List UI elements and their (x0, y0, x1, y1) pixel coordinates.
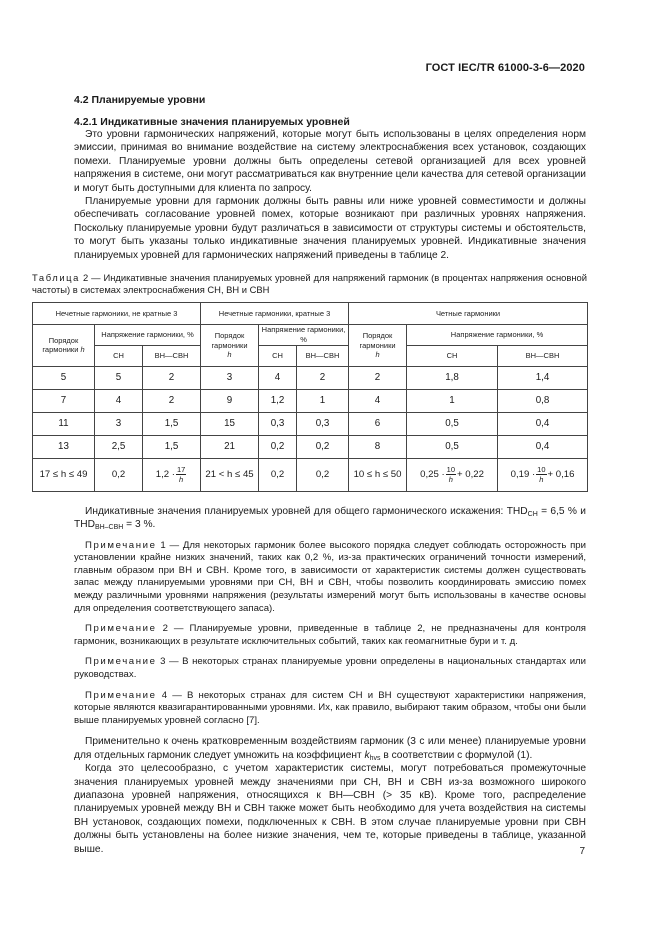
thd-sub-hv: ВН–СВН (94, 524, 124, 532)
col-hv: ВН—СВН (297, 345, 349, 366)
col-mv: СН (407, 345, 498, 366)
table-row (33, 435, 588, 458)
fraction-numerator: 10 (537, 465, 546, 475)
coef-k-sub: hvs (369, 754, 381, 762)
table-cell: 2 (143, 389, 201, 412)
table-cell: 4 (349, 389, 407, 412)
paragraph: Планируемые уровни для гармоник должны быть равны или ниже уровней совместимости и должны обеспечивать согласование уровней помех, которые возникают при различных уровнях напряжения. Поскольку планируемые уровни будут различаться в зависимости от структуры системы и обстоятельств, то могут быть указаны только индикативные значения планируемых уровней. Индикативные значения планируемых уровней для гармонических напряжений приведены в таблице 2. (74, 196, 586, 261)
col-hv: ВН—СВН (498, 345, 588, 366)
formula-offset: + 0,22 (457, 469, 484, 481)
note-2 (74, 623, 586, 648)
table-row (33, 412, 588, 435)
table-cell: 11 (33, 412, 95, 435)
note-label: Примечание (85, 539, 157, 551)
table-cell: 7 (33, 389, 95, 412)
formula-cell (498, 458, 588, 491)
fraction-numerator: 10 (446, 465, 455, 475)
table-cell: 0,2 (297, 435, 349, 458)
col-hv: ВН—СВН (143, 345, 201, 366)
order-var: h (80, 345, 85, 355)
coef-k: k (364, 749, 370, 761)
order-header (33, 324, 95, 366)
table-cell: 3 (201, 366, 259, 389)
table-cell: 0,2 (259, 458, 297, 491)
group-header-even: Четные гармоники (349, 302, 588, 324)
closing-paragraph-2: Когда это целесообразно, с учетом характеристик системы, могут потребоваться промежуточные значения планируемых уровней между значениями при СН, ВН и СВН из-за возможного широкого диапазона уровней напряжения, относящихся к ВН—СВН (> 35 кВ). Кроме того, распределение планируемых уровней между ВН и СВН также может быть необходимо для учета воздействия на системы ВН установок, создающих помехи, подключенных к СВН. В этом случае планируемые уровни при СВН должны быть установлены на более низкие значения, чем те, которые приведены в таблице, указанной выше. (74, 763, 586, 855)
fraction (176, 465, 186, 484)
formula-cell (407, 458, 498, 491)
table-cell: 1,2 (259, 389, 297, 412)
fraction-denominator: h (179, 475, 184, 485)
formula-coef: 0,19 · (510, 469, 536, 481)
table-cell: 10 ≤ h ≤ 50 (349, 458, 407, 491)
note-text: 4 — В некоторых странах для систем СН и ВН существуют характеристики напряжения, которые являются квазигарантированными уровнями. Их, как правило, выбирают таким образом, чтобы они были выше планируемых уровней согласно [7]. (74, 689, 586, 726)
thd-text-c: = 3 %. (123, 519, 156, 531)
table-cell: 1,5 (143, 435, 201, 458)
table-cell: 4 (259, 366, 297, 389)
closing-paragraph-1 (74, 735, 586, 762)
table-cell: 1 (297, 389, 349, 412)
subsection-title: 4.2.1 Индикативные значения планируемых уровней (74, 116, 350, 128)
table-cell: 2 (349, 366, 407, 389)
note-text: 3 — В некоторых странах планируемые уровни определены в национальных стандартах или руководствах. (74, 656, 587, 681)
table-cell: 21 < h ≤ 45 (201, 458, 259, 491)
table-cell: 9 (201, 389, 259, 412)
note-4 (74, 690, 586, 728)
table-cell: 3 (95, 412, 143, 435)
order-header (349, 324, 407, 366)
fraction (536, 465, 546, 484)
col-mv: СН (259, 345, 297, 366)
table-cell: 5 (95, 366, 143, 389)
note-3 (74, 656, 586, 681)
formula-coef: 1,2 · (155, 469, 175, 481)
table-cell: 5 (33, 366, 95, 389)
table-caption (32, 272, 587, 297)
fraction-numerator: 17 (176, 465, 186, 475)
table-cell: 2,5 (95, 435, 143, 458)
formula-cell (143, 458, 201, 491)
page-content (32, 88, 587, 856)
table-cell: 13 (33, 435, 95, 458)
note-label: Примечание (85, 689, 157, 701)
table-caption-label: Таблица (32, 272, 80, 284)
table-cell: 4 (95, 389, 143, 412)
table-cell: 0,5 (407, 435, 498, 458)
formula-coef: 0,25 · (420, 469, 445, 481)
note-label: Примечание (85, 623, 157, 635)
fraction (446, 465, 456, 484)
note-1 (74, 540, 586, 616)
planning-levels-table (32, 302, 588, 492)
table-row (33, 389, 588, 412)
voltage-header: Напряжение гармоники, % (259, 324, 349, 345)
order-var: h (375, 350, 380, 360)
table-cell: 0,4 (498, 412, 588, 435)
thd-text-b: = 6,5 % и THD (74, 505, 586, 531)
group-header-odd-triplen: Нечетные гармоники, кратные 3 (201, 302, 349, 324)
table-row (33, 366, 588, 389)
table-cell: 0,2 (297, 458, 349, 491)
table-row-range (33, 458, 588, 491)
table-caption-text: 2 — Индикативные значения планируемых уровней для напряжений гармоник (в процентах напряжения основной частоты) в системах электроснабжения СН, ВН и СВН (32, 272, 587, 296)
table-cell: 8 (349, 435, 407, 458)
table-cell: 0,3 (259, 412, 297, 435)
table-cell: 17 ≤ h ≤ 49 (33, 458, 95, 491)
table-cell: 1 (407, 389, 498, 412)
note-label: Примечание (85, 656, 157, 668)
thd-paragraph (74, 505, 586, 532)
paragraph: Это уровни гармонических напряжений, которые могут быть использованы в целях определения норм эмиссии, принимая во внимание воздействие на систему электроснабжения всех установок, создающих помехи. Планируемые уровни должны быть определены сетевой организацией для всех уровней напряжения в системе, они могут рассматриваться как внутренние цели качества для сетевой организации и могут быть доступными для клиента по запросу. (74, 129, 586, 194)
group-header-odd-non-triplen: Нечетные гармоники, не кратные 3 (33, 302, 201, 324)
table-cell: 1,5 (143, 412, 201, 435)
order-label: Порядок гармоники (211, 331, 248, 350)
table-cell: 0,3 (297, 412, 349, 435)
voltage-header: Напряжение гармоники, % (407, 324, 588, 345)
table-cell: 1,8 (407, 366, 498, 389)
table-cell: 15 (201, 412, 259, 435)
table-cell: 0,8 (498, 389, 588, 412)
table-cell: 21 (201, 435, 259, 458)
page-number: 7 (579, 846, 585, 857)
section-title: 4.2 Планируемые уровни (74, 94, 206, 106)
document-code: ГОСТ IEC/TR 61000-3-6—2020 (425, 62, 585, 74)
thd-sub-mv: СН (527, 510, 538, 518)
order-label: Порядок гармоники (359, 331, 396, 350)
note-text: 1 — Для некоторых гармоник более высокого порядка следует соблюдать осторожность при установлении крайне низких значений, таких как 0,2 %, из-за практических ограничений точности измерений, главным образом при ВН и СВН. Кроме того, в зависимости от характеристик системы должен существовать запас между планируемыми уровнями при СН, ВН и СВН, чтобы позволить координировать эмиссию помех между различными уровнями напряжения (результаты измерений могут быть использованы в качестве основы для определения соответствующего запаса). (74, 539, 586, 614)
table-cell: 0,2 (259, 435, 297, 458)
table-cell: 2 (143, 366, 201, 389)
table-cell: 0,2 (95, 458, 143, 491)
order-header (201, 324, 259, 366)
closing-text-b: в соответствии с формулой (1). (380, 749, 533, 761)
table-cell: 6 (349, 412, 407, 435)
fraction-denominator: h (539, 475, 544, 485)
order-label: Порядок гармоники (42, 335, 79, 355)
table-cell: 1,4 (498, 366, 588, 389)
closing-text-a: Применительно к очень кратковременным воздействиям гармоник (3 с или менее) планируемые уровни для отдельных гармоник следует умножить на коэффициент (74, 736, 586, 761)
table-cell: 2 (297, 366, 349, 389)
voltage-header: Напряжение гармоники, % (95, 324, 201, 345)
formula-offset: + 0,16 (547, 469, 575, 481)
table-cell: 0,4 (498, 435, 588, 458)
thd-text-a: Индикативные значения планируемых уровней для общего гармонического искажения: THD (85, 505, 528, 517)
note-text: 2 — Планируемые уровни, приведенные в таблице 2, не предназначены для контроля гармоник, возникающих в результате исключительных событий, таких как геомагнитные бури и т. д. (74, 623, 587, 647)
fraction-denominator: h (448, 475, 453, 485)
table-cell: 0,5 (407, 412, 498, 435)
col-mv: СН (95, 345, 143, 366)
order-var: h (227, 350, 232, 360)
